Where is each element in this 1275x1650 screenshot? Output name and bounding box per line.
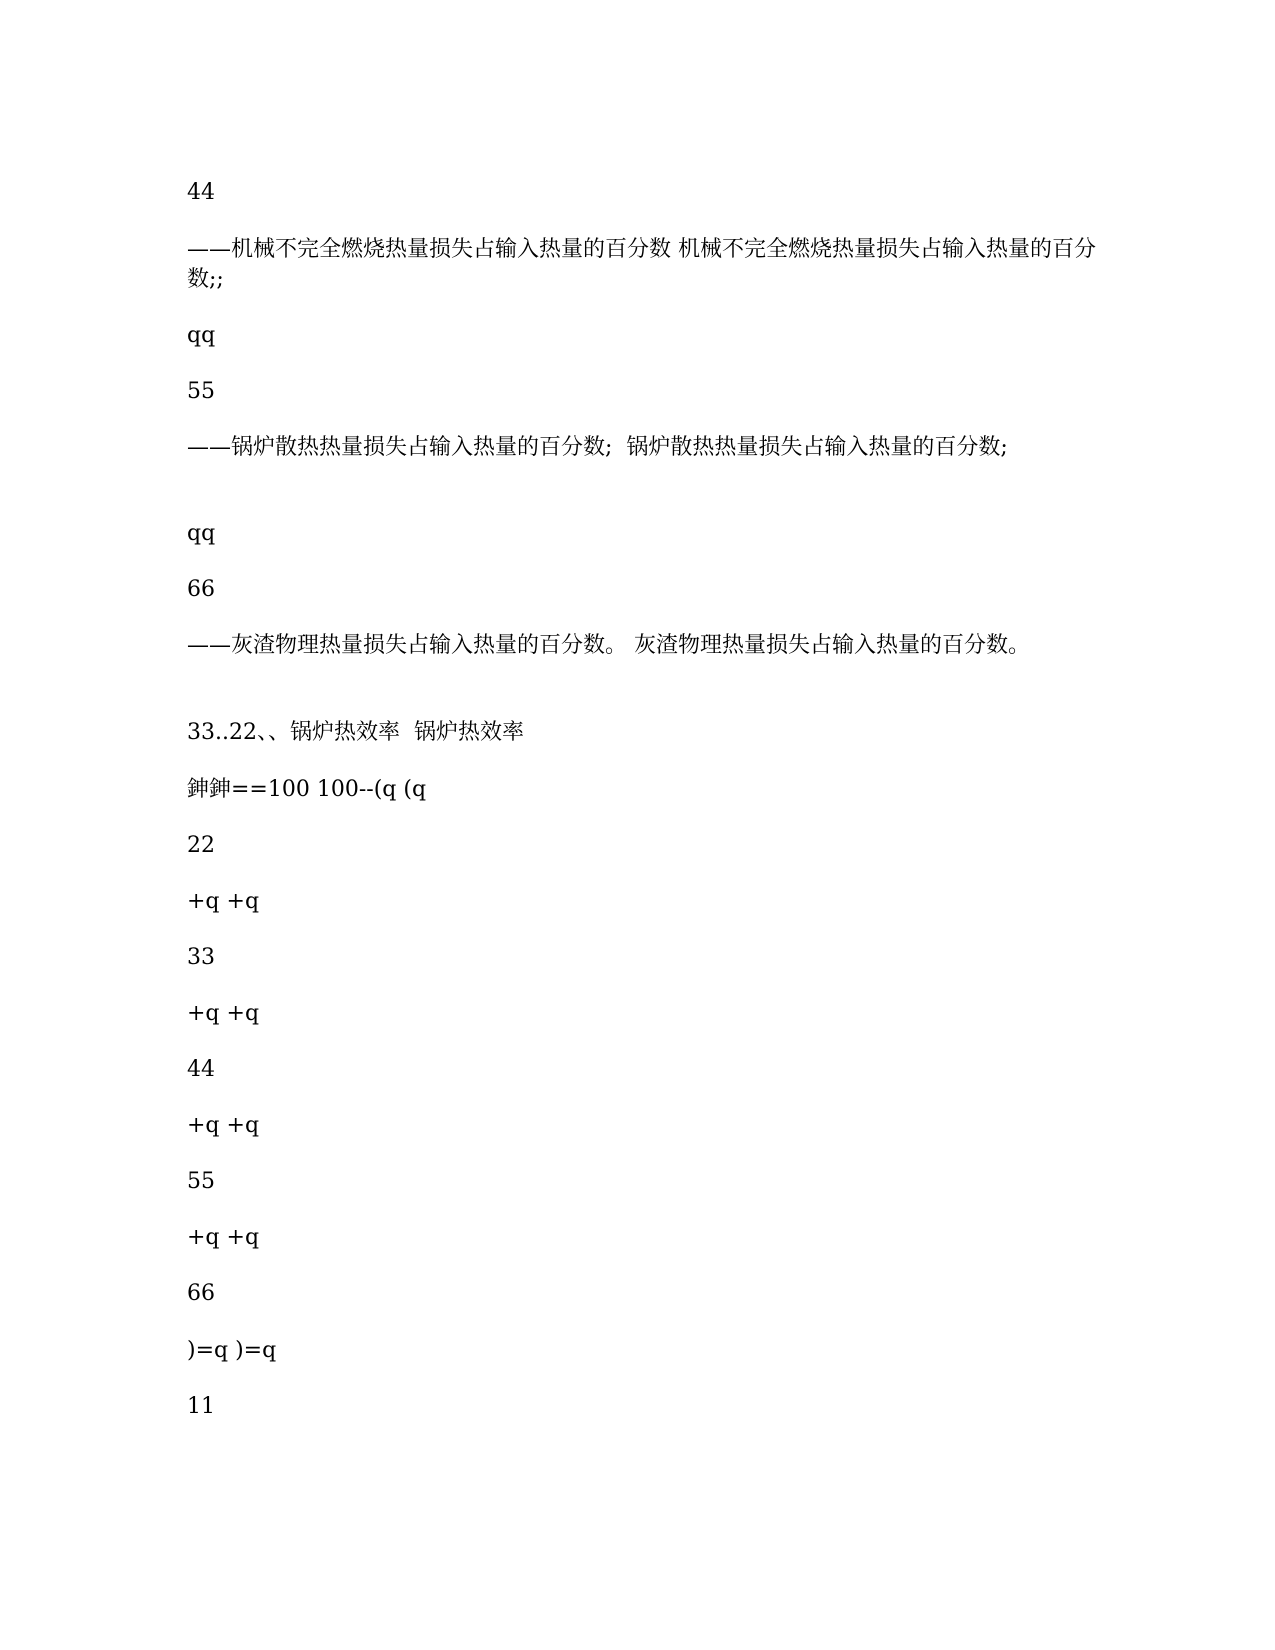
text-paragraph: ——灰渣物理热量损失占输入热量的百分数。 灰渣物理热量损失占输入热量的百分数。 <box>187 633 1030 658</box>
formula-line: +q +q <box>187 1001 260 1026</box>
text-line: 44 <box>187 1057 215 1082</box>
formula-line: +q +q <box>187 1225 260 1250</box>
text-paragraph: ——机械不完全燃烧热量损失占输入热量的百分数 机械不完全燃烧热量损失占输入热量的百分数;; <box>187 237 1096 292</box>
formula-line: +q +q <box>187 1113 260 1138</box>
text-line: 22 <box>187 833 215 858</box>
text-paragraph: ——锅炉散热热量损失占输入热量的百分数; 锅炉散热热量损失占输入热量的百分数; <box>187 435 1008 460</box>
text-line: 55 <box>187 1169 215 1194</box>
text-line: 55 <box>187 379 215 404</box>
formula-line: )=q )=q <box>187 1338 277 1363</box>
formula-line: +q +q <box>187 889 260 914</box>
section-heading: 33..22、、锅炉热效率 锅炉热效率 <box>187 720 524 745</box>
text-line: 66 <box>187 577 215 602</box>
text-line: 11 <box>187 1394 215 1419</box>
formula-line: 鉮鉮==100 100--(q (q <box>187 777 427 802</box>
text-line: 33 <box>187 945 215 970</box>
text-line: qq <box>187 521 216 546</box>
text-line: 44 <box>187 180 215 205</box>
text-line: 66 <box>187 1281 215 1306</box>
text-line: qq <box>187 323 216 348</box>
